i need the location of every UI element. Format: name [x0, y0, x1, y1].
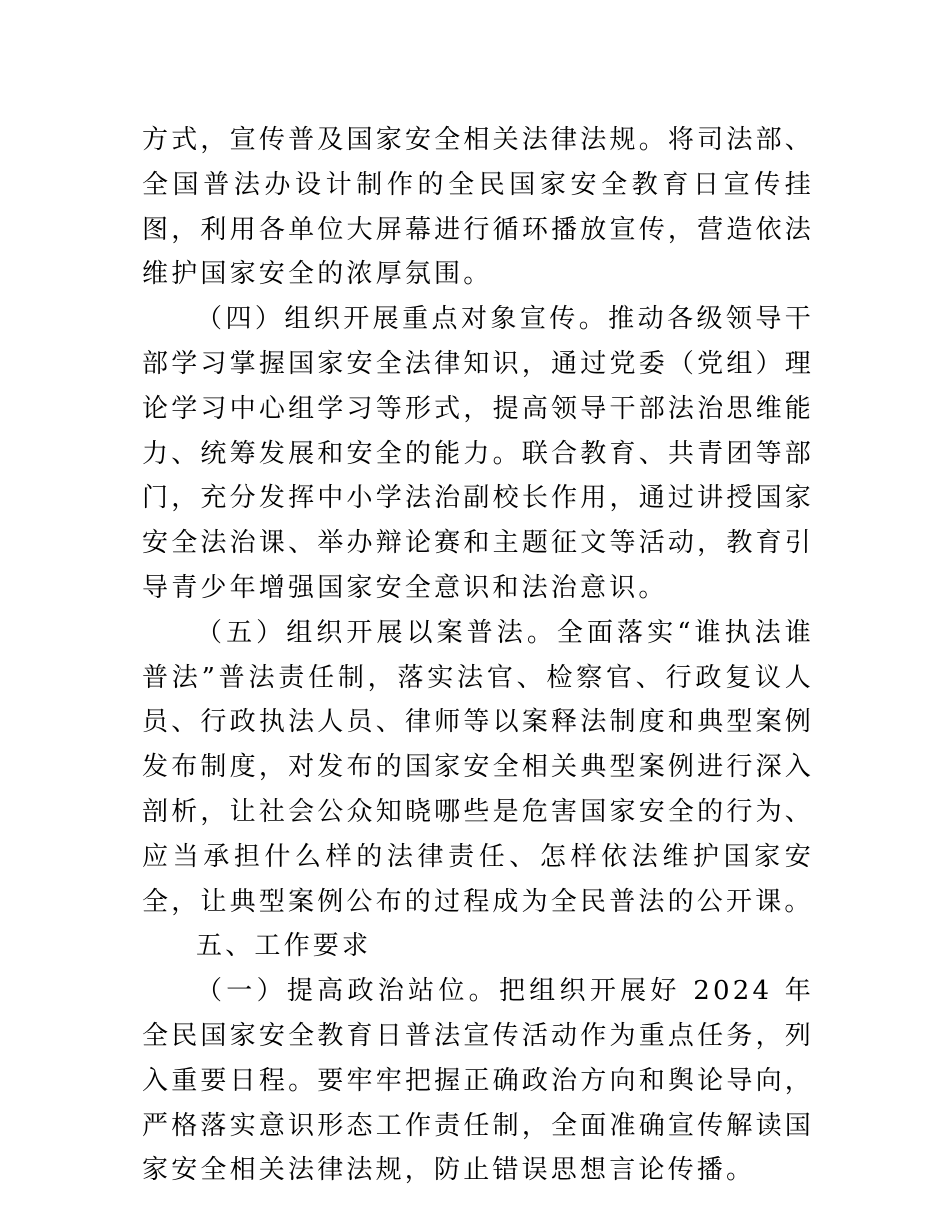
- paragraph-section-4: （四）组织开展重点对象宣传。推动各级领导干部学习掌握国家安全法律知识，通过党委（党组）理论学习中心组学习等形式，提高领导干部法治思维能力、统筹发展和安全的能力。联合教育、共青团等部门，充分发挥中小学法治副校长作用，通过讲授国家安全法治课、举办辩论赛和主题征文等活动，教育引导青少年增强国家安全意识和法治意识。: [142, 304, 814, 603]
- section-heading-work-requirements: 五、工作要求: [196, 931, 372, 962]
- document-body: [142, 118, 814, 1193]
- paragraph-continuation: 方式，宣传普及国家安全相关法律法规。将司法部、全国普法办设计制作的全民国家安全教育日宣传挂图，利用各单位大屏幕进行循环播放宣传，营造依法维护国家安全的浓厚氛围。: [142, 125, 814, 290]
- paragraph-requirement-1: （一）提高政治站位。把组织开展好 2024 年全民国家安全教育日普法宣传活动作为重点任务，列入重要日程。要牢牢把握正确政治方向和舆论导向，严格落实意识形态工作责任制，全面准确宣传解读国家安全相关法律法规，防止错误思想言论传播。: [142, 976, 814, 1186]
- paragraph-section-5: （五）组织开展以案普法。全面落实“谁执法谁普法”普法责任制，落实法官、检察官、行政复议人员、行政执法人员、律师等以案释法制度和典型案例发布制度，对发布的国家安全相关典型案例进行深入剖析，让社会公众知晓哪些是危害国家安全的行为、应当承担什么样的法律责任、怎样依法维护国家安全，让典型案例公布的过程成为全民普法的公开课。: [142, 617, 814, 917]
